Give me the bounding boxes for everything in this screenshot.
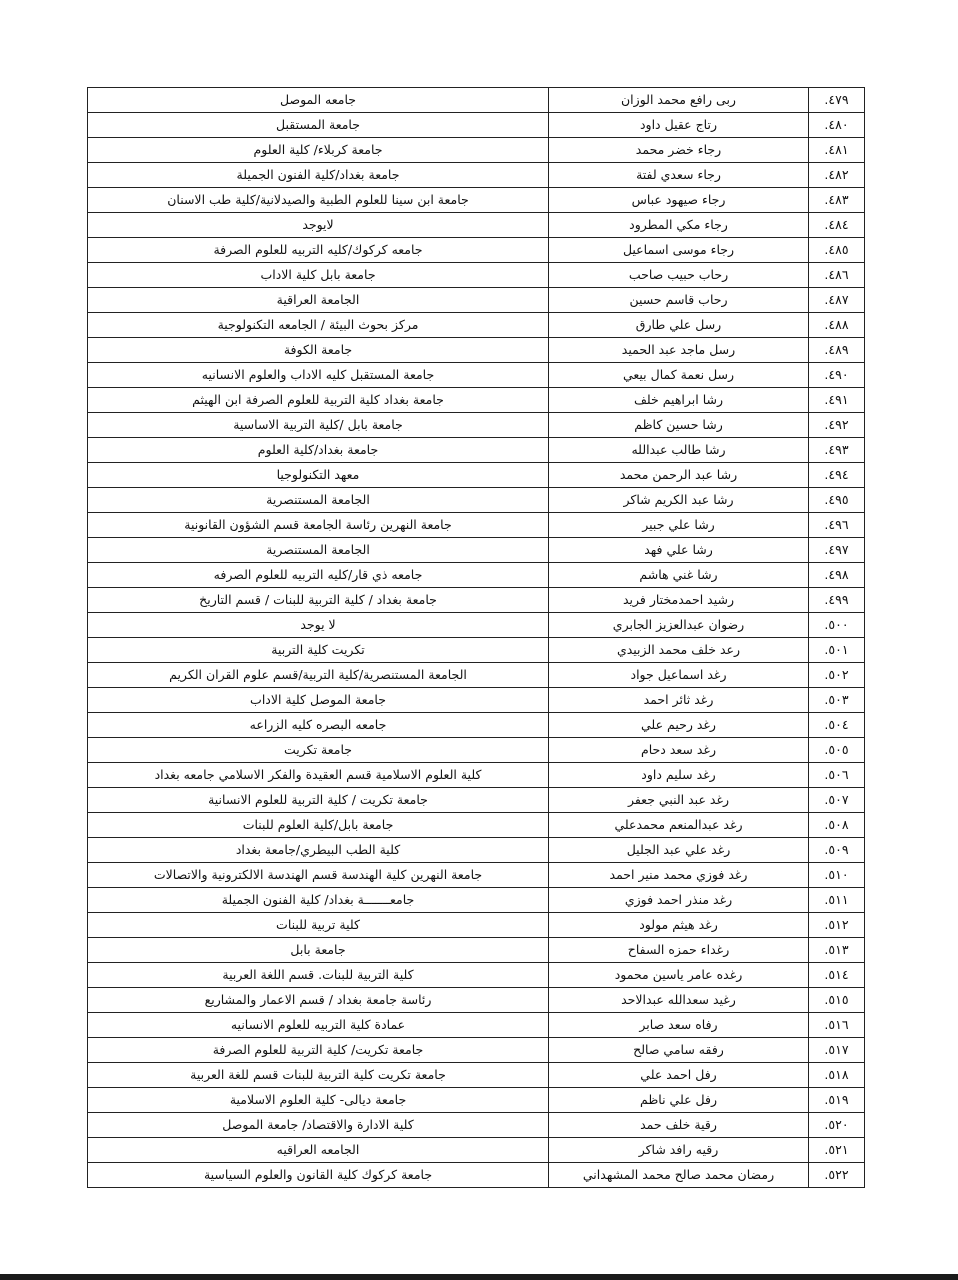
person-name: رحاب قاسم حسين: [549, 288, 809, 313]
institution: جامعة بابل /كلية التربية الاساسية: [88, 413, 549, 438]
table-row: [88, 538, 865, 563]
institution: جامعه الموصل: [88, 88, 549, 113]
table-row: [88, 213, 865, 238]
table-row: [88, 1138, 865, 1163]
row-number: ٥١٣.: [809, 938, 865, 963]
institution: جامعة الموصل كلية الاداب: [88, 688, 549, 713]
institution: جامعة ابن سينا للعلوم الطبية والصيدلانية/كلية طب الاسنان: [88, 188, 549, 213]
person-name: رغد رحيم علي: [549, 713, 809, 738]
row-number: ٤٨٦.: [809, 263, 865, 288]
institution: جامعة تكريت كلية التربية للبنات قسم للغة العربية: [88, 1063, 549, 1088]
institution: كلية العلوم الاسلامية قسم العقيدة والفكر الاسلامي جامعه بغداد: [88, 763, 549, 788]
institution: جامعة بغداد كلية التربية للعلوم الصرفة ابن الهيثم: [88, 388, 549, 413]
table-row: [88, 438, 865, 463]
table-row: [88, 813, 865, 838]
institution: جامعه كركوك/كليه التربيه للعلوم الصرفة: [88, 238, 549, 263]
row-number: ٤٩٠.: [809, 363, 865, 388]
row-number: ٤٩١.: [809, 388, 865, 413]
table-row: [88, 988, 865, 1013]
table-row: [88, 838, 865, 863]
person-name: رفاه سعد صابر: [549, 1013, 809, 1038]
row-number: ٥٢١.: [809, 1138, 865, 1163]
person-name: رغد عبد النبي جعفر: [549, 788, 809, 813]
person-name: رغد هيثم مولود: [549, 913, 809, 938]
institution: عمادة كلية التربيه للعلوم الانسانيه: [88, 1013, 549, 1038]
institution: جامعة بغداد / كلية التربية للبنات / قسم التاريخ: [88, 588, 549, 613]
table-row: [88, 938, 865, 963]
row-number: ٥١٤.: [809, 963, 865, 988]
person-name: رشا حسين كاظم: [549, 413, 809, 438]
person-name: رضوان عبدالعزيز الجابري: [549, 613, 809, 638]
institution: جامعة المستقبل كليه الاداب والعلوم الانسانيه: [88, 363, 549, 388]
person-name: رسل نعمة كمال بيعي: [549, 363, 809, 388]
institution: جامعة بابل/كلية العلوم للبنات: [88, 813, 549, 838]
table-row: [88, 513, 865, 538]
person-name: رشا علي جبير: [549, 513, 809, 538]
person-name: رقية خلف حمد: [549, 1113, 809, 1138]
row-number: ٥٠٢.: [809, 663, 865, 688]
institution: رئاسة جامعة بغداد / قسم الاعمار والمشاريع: [88, 988, 549, 1013]
row-number: ٤٨٧.: [809, 288, 865, 313]
table-row: [88, 1063, 865, 1088]
person-name: رعد خلف محمد الزبيدي: [549, 638, 809, 663]
row-number: ٤٩٩.: [809, 588, 865, 613]
person-name: رشا غني هاشم: [549, 563, 809, 588]
person-name: رسل علي طارق: [549, 313, 809, 338]
institution: جامعة بابل كلية الاداب: [88, 263, 549, 288]
institution: جامعة ديالى- كلية العلوم الاسلامية: [88, 1088, 549, 1113]
table-row: [88, 363, 865, 388]
person-name: رحاب حبيب صاحب: [549, 263, 809, 288]
table-row: [88, 163, 865, 188]
person-name: رفقه سامي صالح: [549, 1038, 809, 1063]
table-row: [88, 713, 865, 738]
row-number: ٥٠٩.: [809, 838, 865, 863]
table-row: [88, 763, 865, 788]
person-name: رتاج عقيل داود: [549, 113, 809, 138]
institution: جامعه ذي قار/كليه التربيه للعلوم الصرفه: [88, 563, 549, 588]
institution: جامعة الكوفة: [88, 338, 549, 363]
table-row: [88, 88, 865, 113]
table-row: [88, 463, 865, 488]
person-name: ربى رافع محمد الوزان: [549, 88, 809, 113]
institution: كلية التربية للبنات. قسم اللغة العربية: [88, 963, 549, 988]
table-row: [88, 188, 865, 213]
person-name: رجاء مكي المطرود: [549, 213, 809, 238]
institution: جامعة كربلاء/ كلية العلوم: [88, 138, 549, 163]
institution: الجامعة المستنصرية: [88, 538, 549, 563]
row-number: ٥٠٥.: [809, 738, 865, 763]
institution: جامعة النهرين كلية الهندسة قسم الهندسة الالكترونية والاتصالات: [88, 863, 549, 888]
institution: كلية تربية للبنات: [88, 913, 549, 938]
person-name: رفل احمد علي: [549, 1063, 809, 1088]
institution: جامعة بابل: [88, 938, 549, 963]
person-name: رغد سليم داود: [549, 763, 809, 788]
institution: جامعة بغداد/كلية العلوم: [88, 438, 549, 463]
table-row: [88, 888, 865, 913]
person-name: رجاء خضر محمد: [549, 138, 809, 163]
row-number: ٥١٩.: [809, 1088, 865, 1113]
person-name: رسل ماجد عبد الحميد: [549, 338, 809, 363]
row-number: ٥٢٠.: [809, 1113, 865, 1138]
person-name: رشا عبد الرحمن محمد: [549, 463, 809, 488]
row-number: ٤٨٠.: [809, 113, 865, 138]
table-row: [88, 563, 865, 588]
institution: جامعة النهرين رئاسة الجامعة قسم الشؤون القانونية: [88, 513, 549, 538]
person-name: رشيد احمدمختار فريد: [549, 588, 809, 613]
person-name: رجاء موسى اسماعيل: [549, 238, 809, 263]
row-number: ٥٠٠.: [809, 613, 865, 638]
person-name: رغداء حمزه السفاح: [549, 938, 809, 963]
table-row: [88, 1088, 865, 1113]
person-name: رغد فوزي محمد منير احمد: [549, 863, 809, 888]
table-row: [88, 913, 865, 938]
table-row: [88, 663, 865, 688]
table-row: [88, 588, 865, 613]
table-row: [88, 263, 865, 288]
table-body: [88, 88, 865, 1188]
row-number: ٥١٢.: [809, 913, 865, 938]
row-number: ٤٩٧.: [809, 538, 865, 563]
institution: الجامعه العراقيه: [88, 1138, 549, 1163]
institution: جامعة بغداد/كلية الفنون الجميلة: [88, 163, 549, 188]
person-name: رشا عبد الكريم شاكر: [549, 488, 809, 513]
row-number: ٥٢٢.: [809, 1163, 865, 1188]
institution: كلية الطب البيطري/جامعة بغداد: [88, 838, 549, 863]
row-number: ٥٠٦.: [809, 763, 865, 788]
row-number: ٤٨١.: [809, 138, 865, 163]
person-name: رشا طالب عبدالله: [549, 438, 809, 463]
person-name: رغده عامر ياسين محمود: [549, 963, 809, 988]
institution: الجامعة المستنصرية/كلية التربية/قسم علوم القران الكريم: [88, 663, 549, 688]
person-name: رشا علي فهد: [549, 538, 809, 563]
table-row: [88, 113, 865, 138]
person-name: رغد اسماعيل جواد: [549, 663, 809, 688]
row-number: ٥٠٨.: [809, 813, 865, 838]
person-name: رغد ثائر احمد: [549, 688, 809, 713]
table-row: [88, 863, 865, 888]
table-row: [88, 338, 865, 363]
row-number: ٤٨٤.: [809, 213, 865, 238]
row-number: ٥١٠.: [809, 863, 865, 888]
row-number: ٤٧٩.: [809, 88, 865, 113]
institution: جامعة تكريت/ كلية التربية للعلوم الصرفة: [88, 1038, 549, 1063]
table-row: [88, 138, 865, 163]
table-row: [88, 488, 865, 513]
institution: الجامعة المستنصرية: [88, 488, 549, 513]
institution: جامعـــــــة بغداد/ كلية الفنون الجميلة: [88, 888, 549, 913]
person-name: رشا ابراهيم خلف: [549, 388, 809, 413]
table-row: [88, 1013, 865, 1038]
table-row: [88, 388, 865, 413]
table-row: [88, 1038, 865, 1063]
person-name: رقيه رافد شاكر: [549, 1138, 809, 1163]
table-row: [88, 638, 865, 663]
person-name: رغد منذر احمد فوزي: [549, 888, 809, 913]
institution: معهد التكنولوجيا: [88, 463, 549, 488]
row-number: ٤٩٣.: [809, 438, 865, 463]
row-number: ٥١٥.: [809, 988, 865, 1013]
row-number: ٥٠٧.: [809, 788, 865, 813]
table-row: [88, 413, 865, 438]
person-name: رجاء صيهود عباس: [549, 188, 809, 213]
institution: لايوجد: [88, 213, 549, 238]
institution: لا يوجد: [88, 613, 549, 638]
row-number: ٤٨٩.: [809, 338, 865, 363]
bottom-edge-bar: [0, 1274, 958, 1280]
row-number: ٤٩٤.: [809, 463, 865, 488]
row-number: ٥٠١.: [809, 638, 865, 663]
institution: جامعة كركوك كلية القانون والعلوم السياسية: [88, 1163, 549, 1188]
table-row: [88, 313, 865, 338]
institution: الجامعة العراقية: [88, 288, 549, 313]
institution: جامعه البصره كليه الزراعه: [88, 713, 549, 738]
person-name: رجاء سعدي لفتة: [549, 163, 809, 188]
person-name: رفل علي ناظم: [549, 1088, 809, 1113]
row-number: ٤٩٦.: [809, 513, 865, 538]
institution: جامعة تكريت: [88, 738, 549, 763]
row-number: ٤٩٥.: [809, 488, 865, 513]
table-row: [88, 238, 865, 263]
institution: كلية الادارة والاقتصاد/ جامعة الموصل: [88, 1113, 549, 1138]
institution: تكريت كلية التربية: [88, 638, 549, 663]
table-row: [88, 1163, 865, 1188]
row-number: ٤٨٢.: [809, 163, 865, 188]
row-number: ٥١٧.: [809, 1038, 865, 1063]
person-name: رغد سعد دحام: [549, 738, 809, 763]
row-number: ٥١١.: [809, 888, 865, 913]
row-number: ٤٩٢.: [809, 413, 865, 438]
row-number: ٤٨٨.: [809, 313, 865, 338]
institution: جامعة تكريت / كلية التربية للعلوم الانسانية: [88, 788, 549, 813]
table-row: [88, 1113, 865, 1138]
row-number: ٤٨٣.: [809, 188, 865, 213]
table-row: [88, 688, 865, 713]
row-number: ٥٠٣.: [809, 688, 865, 713]
table-row: [88, 738, 865, 763]
person-name: رغيد سعدالله عبدالاحد: [549, 988, 809, 1013]
row-number: ٥١٦.: [809, 1013, 865, 1038]
table-row: [88, 613, 865, 638]
table-row: [88, 288, 865, 313]
table-row: [88, 788, 865, 813]
person-name: رمضان محمد صالح محمد المشهداني: [549, 1163, 809, 1188]
row-number: ٥٠٤.: [809, 713, 865, 738]
row-number: ٤٨٥.: [809, 238, 865, 263]
person-name: رغد علي عبد الجليل: [549, 838, 809, 863]
participants-table: [87, 87, 865, 1188]
row-number: ٤٩٨.: [809, 563, 865, 588]
table-row: [88, 963, 865, 988]
institution: جامعة المستقبل: [88, 113, 549, 138]
person-name: رغد عبدالمنعم محمدعلي: [549, 813, 809, 838]
institution: مركز بحوث البيئة / الجامعه التكنولوجية: [88, 313, 549, 338]
row-number: ٥١٨.: [809, 1063, 865, 1088]
